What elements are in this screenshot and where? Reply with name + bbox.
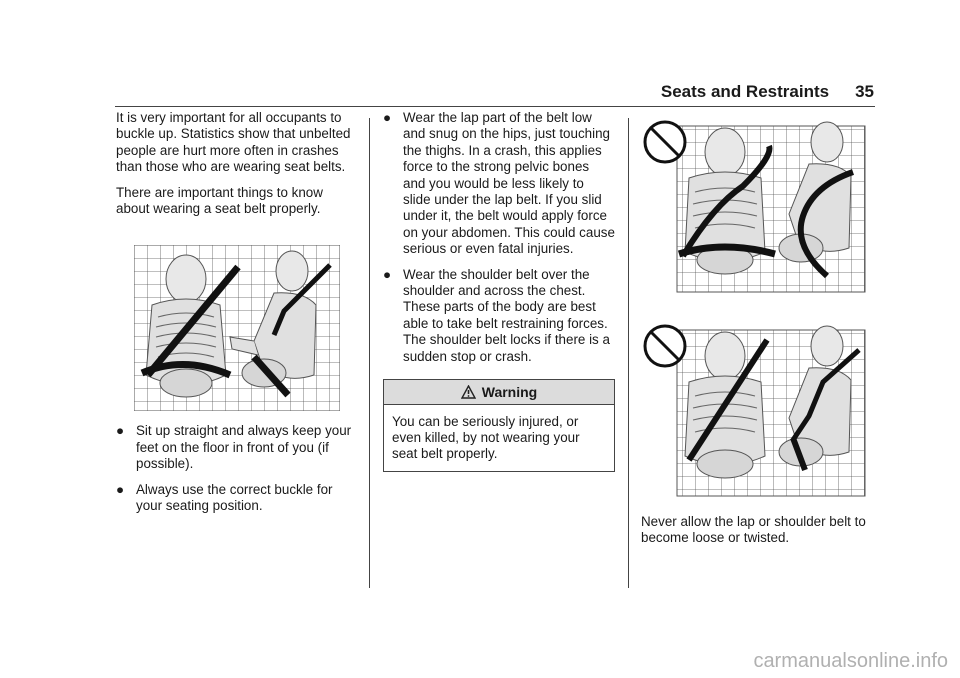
column-3 [641,110,877,556]
bullet-text: Wear the shoulder belt over the shoulder and across the chest. These parts of the body are best able to take belt restraining forces. The shoulder belt locks if there is a sudden stop or crash. [403,266,610,364]
bullet-text: Always use the correct buckle for your seating position. [136,481,333,514]
belt-illustration [134,245,340,411]
intro-paragraph: It is very important for all occupants to buckle up. Statistics show that unbelted people are hurt more often in crashes than those who are wearing seat belts. [116,110,351,175]
column-divider-2 [628,118,629,588]
twisted-belt-illustration [643,320,867,498]
bullet-glyph: ● [116,481,125,497]
warning-header [384,380,614,404]
bullet-item [383,267,615,365]
warning-text: You can be seriously injured, or even killed, by not wearing your seat belt properly. [392,413,580,462]
bullet-glyph: ● [116,423,125,439]
bullet-item [116,423,356,472]
bullet-text: Sit up straight and always keep your feet on the floor in front of you (if possible). [136,423,352,472]
column-divider-1 [369,118,370,588]
bullet-text: Wear the lap part of the belt low and snug on the hips, just touching the thighs. In a crash, this applies force to the strong pelvic bones and you would be less likely to slide under the lap belt. If you slid under it, the belt would apply force on your abdomen. This could cause serious or even fatal injuries. [403,110,615,257]
page-number: 35 [855,82,874,101]
figure-loose-belt [643,116,867,294]
figure-caption: Never allow the lap or shoulder belt to become loose or twisted. [641,514,866,546]
bullet-item [383,110,615,258]
loose-belt-illustration [643,116,867,294]
bullet-glyph: ● [383,110,392,125]
warning-triangle-icon [461,385,476,399]
column-1 [116,110,356,523]
bullet-glyph: ● [383,266,392,282]
section-title: Seats and Restraints [660,82,830,101]
warning-box [383,379,615,472]
bullet-item [116,482,356,515]
page-header [661,82,874,102]
warning-title: Warning [481,384,538,401]
column-2 [383,110,615,472]
watermark-text: carmanualsonline.info [753,650,948,672]
figure-correct-belt [134,245,340,411]
intro-paragraph-2: There are important things to know about wearing a seat belt properly. [116,184,323,217]
figure-twisted-belt [643,320,867,498]
header-rule [115,106,875,107]
